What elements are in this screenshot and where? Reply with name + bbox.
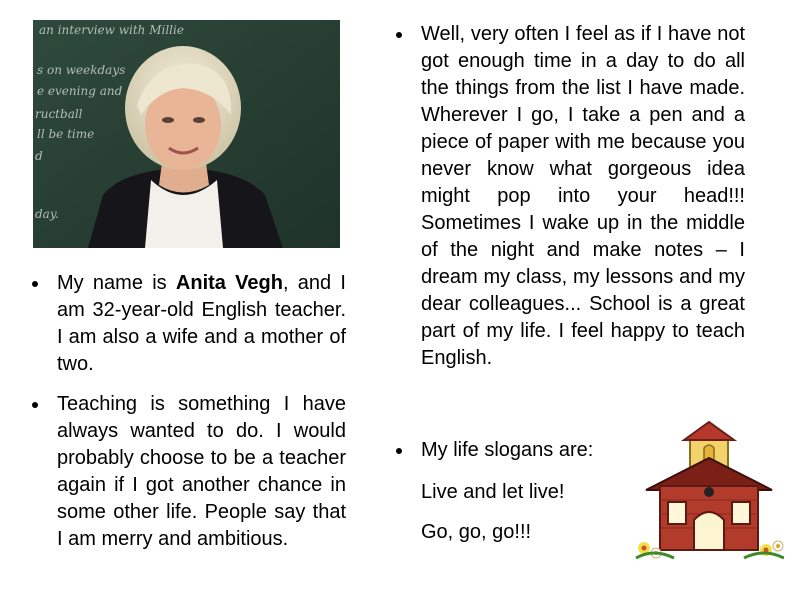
chalk-line: d <box>35 149 43 163</box>
chalk-line: s on weekdays <box>37 63 126 77</box>
chalk-line: an interview with Millie <box>39 23 184 37</box>
chalk-line: ructball <box>35 107 83 121</box>
bullet-icon <box>396 32 402 38</box>
schoolhouse-icon <box>634 420 784 560</box>
slogans-heading: My life slogans are: <box>421 437 651 464</box>
time-paragraph: Well, very often I feel as if I have not got enough time in a day to do all the things from the list I have made. Wherever I go, I take a pen and a piece of paper with me because you never know what gorgeous idea might pop into your head!!! Sometimes I wake up in the middle of the night and make notes – I dream my class, my lessons and my dear colleagues... School is a great part of my life. I feel happy to teach English. <box>421 21 745 372</box>
bullet-icon <box>32 402 38 408</box>
chalk-line: e evening and <box>37 84 123 98</box>
bullet-icon <box>32 281 38 287</box>
chalk-line: ll be time <box>37 127 95 141</box>
bullet-icon <box>396 448 402 454</box>
slogan-line: Go, go, go!!! <box>421 521 532 543</box>
teacher-name: Anita Vegh <box>175 272 283 294</box>
intro-paragraph: My name is Anita Vegh, and I am 32-year-old English teacher. I am also a wife and a mother of two. <box>57 270 346 378</box>
slogan-line: Live and let live! <box>421 481 565 503</box>
chalk-line: day. <box>35 207 59 221</box>
teacher-photo <box>33 20 340 248</box>
teaching-paragraph: Teaching is something I have always wanted to do. I would probably choose to be a teacher again if I got another chance in some other life. People say that I am merry and ambitious. <box>57 391 346 553</box>
